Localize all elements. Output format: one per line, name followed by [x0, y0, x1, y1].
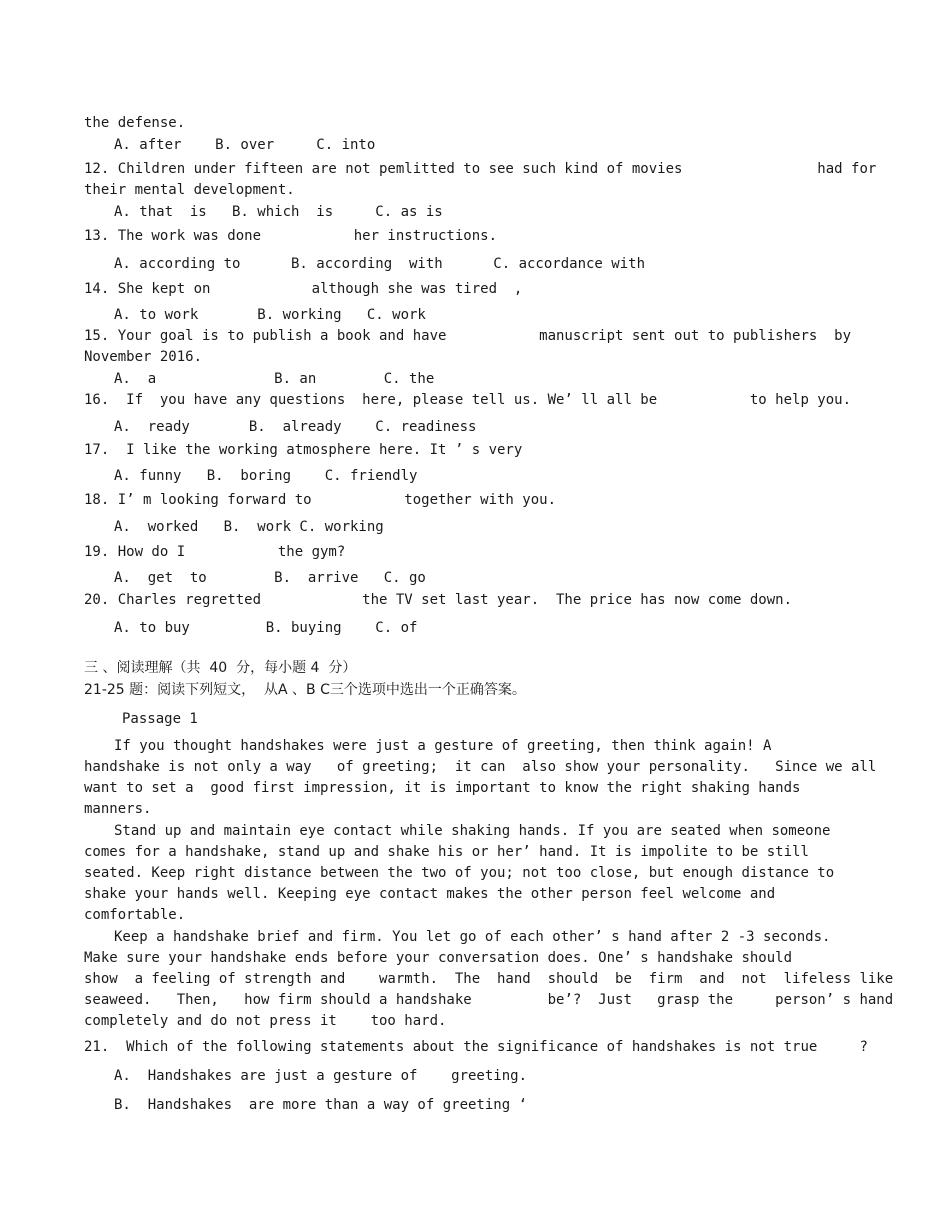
- passage-text: seated. Keep right distance between the two of you; not too close, but enough distance to: [84, 865, 835, 881]
- passage-text: completely and do not press it too hard.: [84, 1013, 447, 1029]
- answer-options: A. worked B. work C. working: [114, 519, 384, 535]
- answer-options: A. funny B. boring C. friendly: [114, 468, 418, 484]
- question-20: 20. Charles regretted the TV set last year. The price has now come down.: [84, 592, 793, 608]
- passage-text: manners.: [84, 801, 152, 817]
- text-line: November 2016.: [84, 349, 203, 365]
- section-heading: 三 、阅读理解（共 40 分，每小题 4 分）: [84, 660, 357, 676]
- section-instructions: 21-25 题：阅读下列短文， 从A 、B C三个选项中选出一个正确答案。: [84, 682, 526, 698]
- passage-text: Stand up and maintain eye contact while shaking hands. If you are seated when someone: [114, 823, 831, 839]
- passage-text: Keep a handshake brief and firm. You let go of each other’ s hand after 2 -3 seconds.: [114, 929, 831, 945]
- passage-text: shake your hands well. Keeping eye contact makes the other person feel welcome and: [84, 886, 776, 902]
- answer-options: A. a B. an C. the: [114, 371, 435, 387]
- text-line: their mental development.: [84, 182, 295, 198]
- passage-text: Make sure your handshake ends before your conversation does. One’ s handshake should: [84, 950, 793, 966]
- answer-options: A. after B. over C. into: [114, 137, 376, 153]
- question-14: 14. She kept on although she was tired ,: [84, 281, 523, 297]
- passage-text: show a feeling of strength and warmth. The hand should be firm and not lifeless like: [84, 971, 894, 987]
- question-15: 15. Your goal is to publish a book and have manuscript sent out to publishers by: [84, 328, 852, 344]
- text-line: the defense.: [84, 115, 186, 131]
- passage-text: comfortable.: [84, 907, 186, 923]
- question-19: 19. How do I the gym?: [84, 544, 346, 560]
- question-21: 21. Which of the following statements about the significance of handshakes is not true ?: [84, 1039, 868, 1055]
- question-12: 12. Children under fifteen are not pemlitted to see such kind of movies had for: [84, 161, 877, 177]
- answer-options: A. ready B. already C. readiness: [114, 419, 477, 435]
- answer-options: A. to buy B. buying C. of: [114, 620, 418, 636]
- question-13: 13. The work was done her instructions.: [84, 228, 498, 244]
- answer-option-a: A. Handshakes are just a gesture of greeting.: [114, 1068, 528, 1084]
- answer-options: A. to work B. working C. work: [114, 307, 426, 323]
- answer-option-b: B. Handshakes are more than a way of greeting ‘: [114, 1097, 528, 1113]
- answer-options: A. that is B. which is C. as is: [114, 204, 443, 220]
- answer-options: A. get to B. arrive C. go: [114, 570, 426, 586]
- question-18: 18. I’ m looking forward to together with you.: [84, 492, 557, 508]
- passage-text: If you thought handshakes were just a gesture of greeting, then think again! A: [114, 738, 772, 754]
- passage-text: handshake is not only a way of greeting; it can also show your personality. Since we all: [84, 759, 877, 775]
- passage-text: comes for a handshake, stand up and shake his or her’ hand. It is impolite to be still: [84, 844, 809, 860]
- passage-text: want to set a good first impression, it is important to know the right shaking hands: [84, 780, 801, 796]
- passage-text: seaweed. Then, how firm should a handshake be’? Just grasp the person’ s hand: [84, 992, 894, 1008]
- answer-options: A. according to B. according with C. accordance with: [114, 256, 646, 272]
- passage-title: Passage 1: [122, 711, 198, 727]
- question-17: 17. I like the working atmosphere here. It ’ s very: [84, 442, 523, 458]
- question-16: 16. If you have any questions here, please tell us. We’ ll all be to help you.: [84, 392, 852, 408]
